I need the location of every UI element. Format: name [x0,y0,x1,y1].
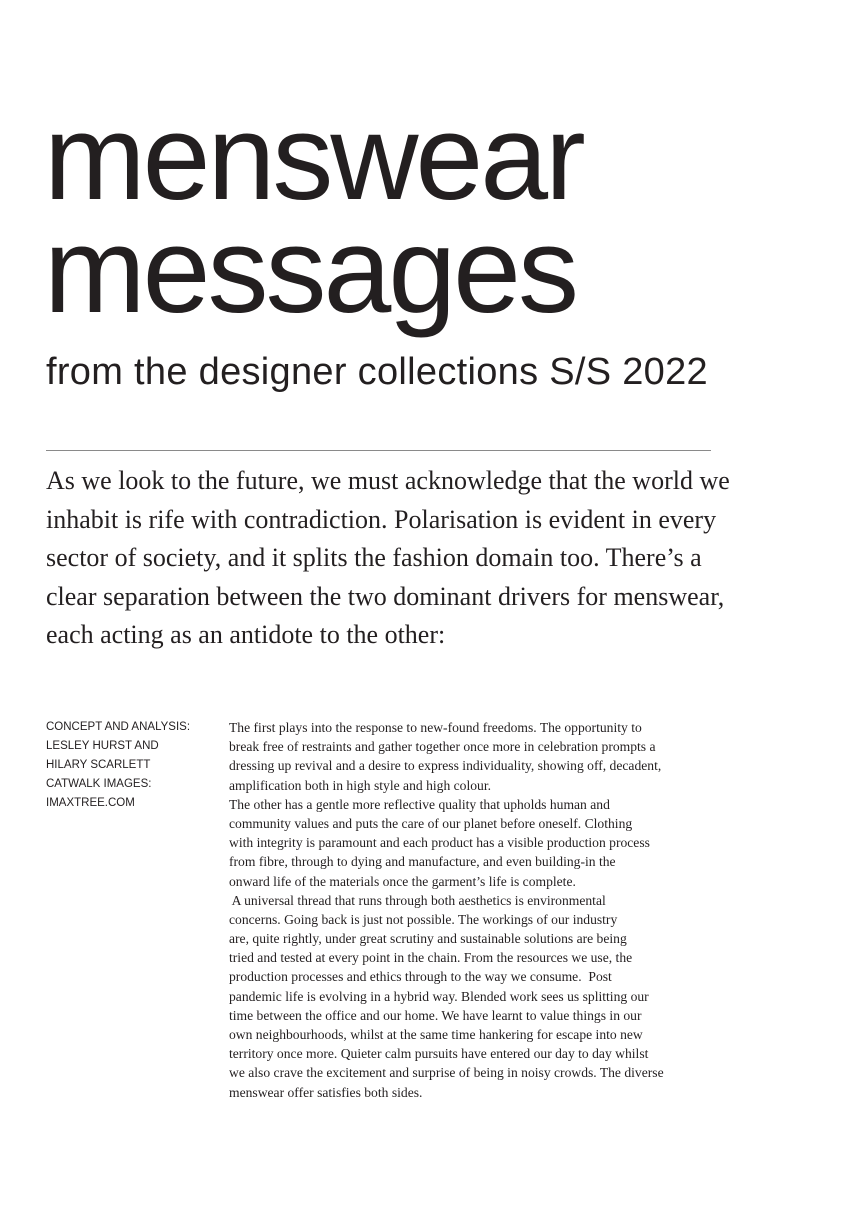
body-line: from fibre, through to dying and manufacture, and even building-in the [229,854,616,870]
body-line: tried and tested at every point in the chain. From the resources we use, the [229,950,633,966]
page-subtitle: from the designer collections S/S 2022 [46,351,708,393]
body-line: own neighbourhoods, whilst at the same time hankering for escape into new [229,1027,643,1042]
body-line: concerns. Going back is just not possible. The workings of our industry [229,911,618,927]
body-line: production processes and ethics through to the way we consume. Post [229,969,612,985]
catwalk-label: CATWALK IMAGES: [46,778,152,790]
page-title-line-1: menswear [44,89,583,225]
body-line: territory once more. Quieter calm pursuits have entered our day to day whilst [229,1046,649,1062]
body-line: The other has a gentle more reflective quality that upholds human and [229,796,610,812]
body-line: with integrity is paramount and each product has a visible production process [229,835,650,851]
body-line: pandemic life is evolving in a hybrid way. Blended work sees us splitting our [229,988,649,1004]
catwalk-source: IMAXTREE.COM [46,797,135,809]
concept-label: CONCEPT AND ANALYSIS: [46,721,191,733]
body-line: we also crave the excitement and surprise of being in noisy crowds. The diverse [229,1065,664,1081]
body-line: The first plays into the response to new-found freedoms. The opportunity to [229,720,642,735]
body-line: community values and puts the care of our planet before oneself. Clothing [229,815,633,831]
body-line: A universal thread that runs through both aesthetics is environmental [229,892,606,908]
body-line: dressing up revival and a desire to express individuality, showing off, decadent, [229,758,662,774]
body-line: break free of restraints and gather together once more in celebration prompts a [229,739,656,755]
body-line: menswear offer satisfies both sides. [229,1084,423,1100]
concept-name-line-1: LESLEY HURST AND [46,740,159,752]
body-line: are, quite rightly, under great scrutiny and sustainable solutions are being [229,931,627,947]
credits-block [46,718,221,813]
intro-paragraph: As we look to the future, we must acknowledge that the world we inhabit is rife with contradiction. Polarisation is evident in every sector of society, and it splits the fashion domain too. There’s a clear separation between the two dominant drivers for menswear, each acting as an antidote to the other: [46,466,730,649]
body-line: time between the office and our home. We have learnt to value things in our [229,1007,642,1023]
concept-name-line-2: HILARY SCARLETT [46,759,151,771]
body-line: onward life of the materials once the garment’s life is complete. [229,873,576,889]
divider-rule [46,450,711,451]
body-line: amplification both in high style and high colour. [229,777,492,793]
page-title-line-2: messages [44,202,577,338]
body-text [229,718,714,1102]
